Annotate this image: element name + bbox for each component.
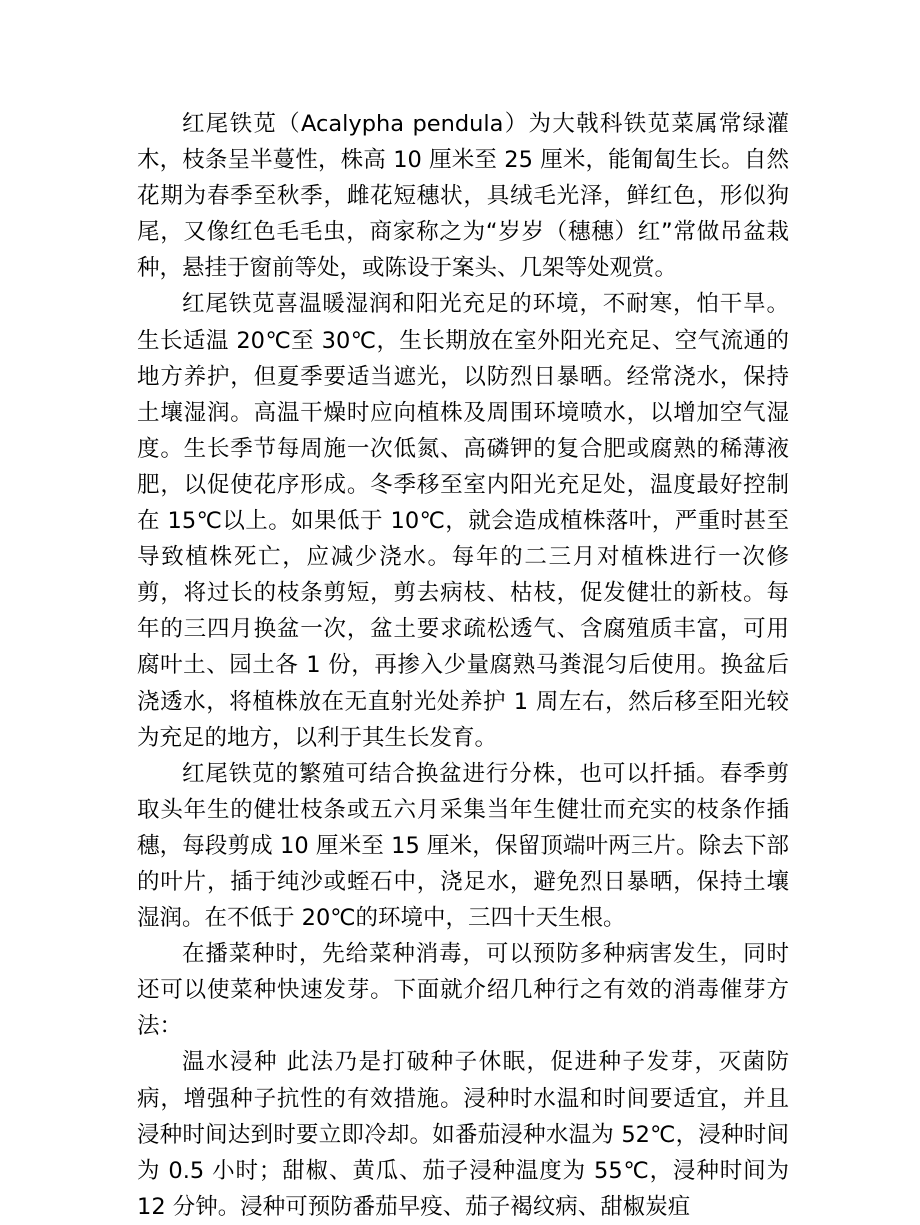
paragraph-seed-disinfection-intro: 在播菜种时，先给菜种消毒，可以预防多种病害发生，同时还可以使菜种快速发芽。下面就介绍几种行之有效的消毒催芽方法： xyxy=(137,941,789,1040)
paragraph-plant-propagation: 红尾铁苋的繁殖可结合换盆进行分株，也可以扦插。春季剪取头年生的健壮枝条或五六月采集当年生健壮而充实的枝条作插穗，每段剪成 10 厘米至 15 厘米，保留顶端叶两三片。除去下部的叶片，插于纯沙或蛭石中，浇足水，避免烈日暴晒，保持土壤湿润。在不低于 20℃的环境中，三四十天生根。 xyxy=(137,760,789,932)
paragraph-warm-water-soaking: 温水浸种 此法乃是打破种子休眠，促进种子发芽，灭菌防病，增强种子抗性的有效措施。浸种时水温和时间要适宜，并且浸种时间达到时要立即冷却。如番茄浸种水温为 52℃，浸种时间为 0.5 小时；甜椒、黄瓜、茄子浸种温度为 55℃，浸种时间为 12 分钟。浸种可预防番茄早疫、茄子褐纹病、甜椒炭疽 xyxy=(137,1049,789,1220)
paragraph-plant-care: 红尾铁苋喜温暖湿润和阳光充足的环境，不耐寒，怕干旱。生长适温 20℃至 30℃，生长期放在室外阳光充足、空气流通的地方养护，但夏季要适当遮光，以防烈日暴晒。经常浇水，保持土壤湿润。高温干燥时应向植株及周围环境喷水，以增加空气湿度。生长季节每周施一次低氮、高磷钾的复合肥或腐熟的稀薄液肥，以促使花序形成。冬季移至室内阳光充足处，温度最好控制在 15℃以上。如果低于 10℃，就会造成植株落叶，严重时甚至导致植株死亡，应减少浇水。每年的二三月对植株进行一次修剪，将过长的枝条剪短，剪去病枝、枯枝，促发健壮的新枝。每年的三四月换盆一次，盆土要求疏松透气、含腐殖质丰富，可用腐叶土、园土各 1 份，再掺入少量腐熟马粪混匀后使用。换盆后浇透水，将植株放在无直射光处养护 1 周左右，然后移至阳光较为充足的地方，以利于其生长发育。 xyxy=(137,291,789,751)
document-body xyxy=(137,106,789,1225)
paragraph-plant-intro: 红尾铁苋（Acalypha pendula）为大戟科铁苋菜属常绿灌木，枝条呈半蔓性，株高 10 厘米至 25 厘米，能匍匐生长。自然花期为春季至秋季，雌花短穗状，具绒毛光泽，鲜红色，形似狗尾，又像红色毛毛虫，商家称之为“岁岁（穗穗）红”常做吊盆栽种，悬挂于窗前等处，或陈设于案头、几架等处观赏。 xyxy=(137,111,789,282)
